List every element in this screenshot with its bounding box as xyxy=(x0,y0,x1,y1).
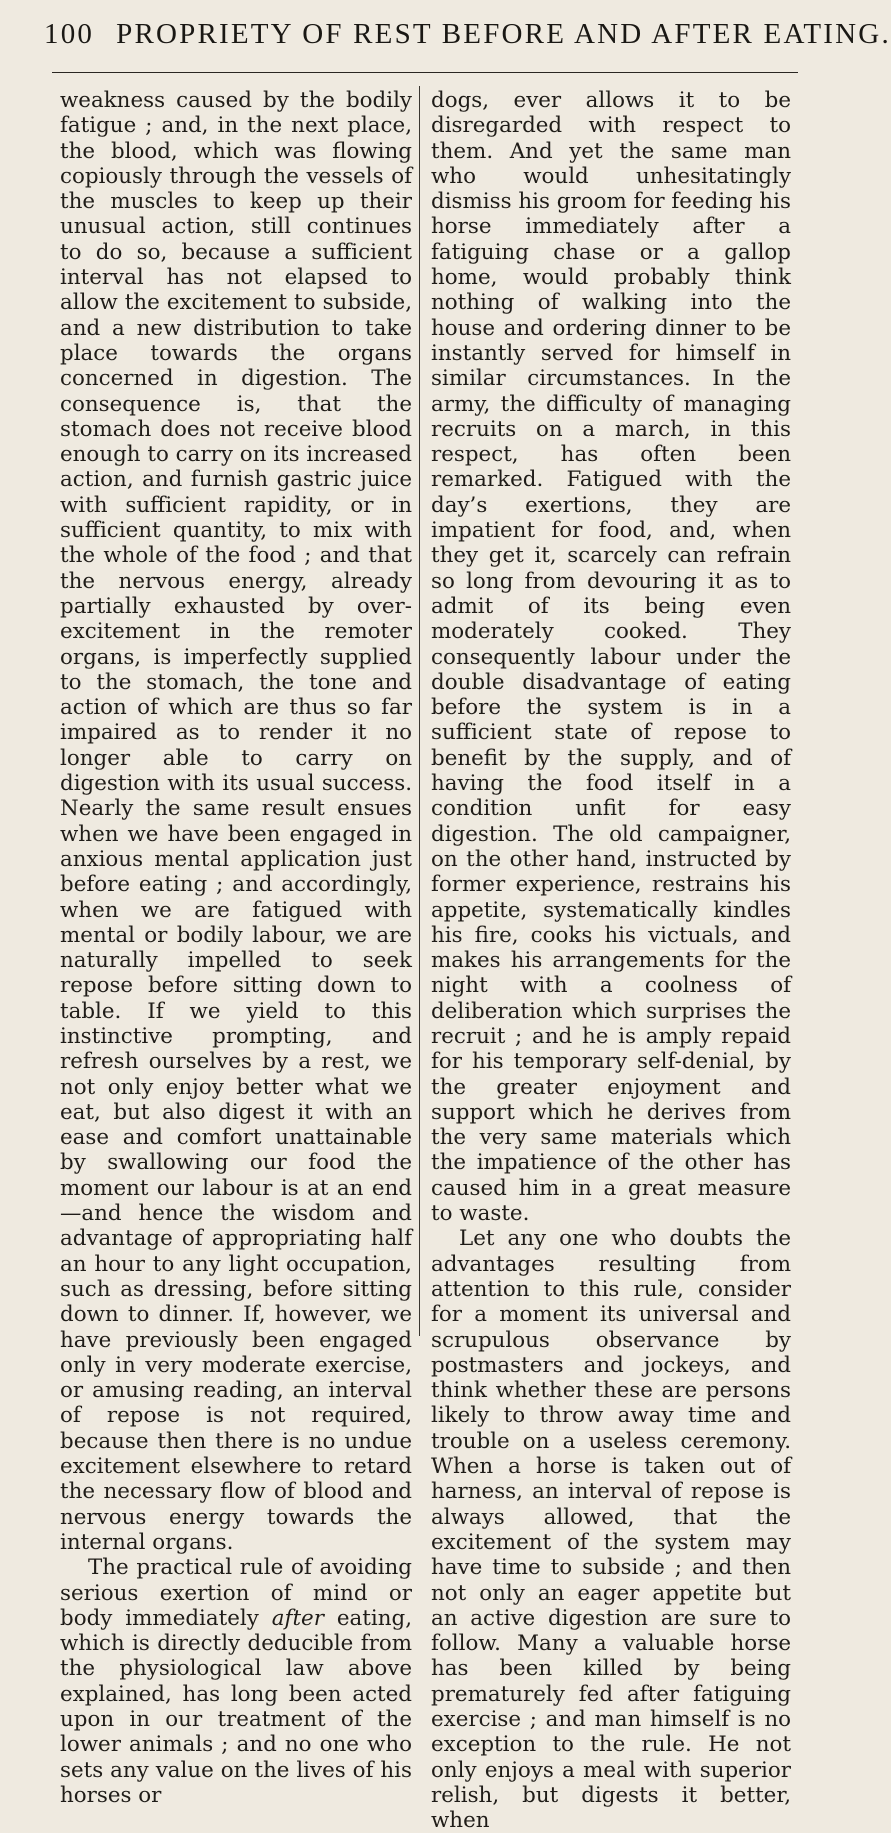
column-divider xyxy=(419,86,420,1336)
left-column xyxy=(60,88,412,1808)
page-number: 100 xyxy=(44,18,95,50)
paragraph: Let any one who doubts the advantages resulting from attention to this rule, consider for a moment its universal and scrupulous observance by postmasters and jockeys, and think whether these are persons likely to throw away time and trouble on a useless ceremony. When a horse is taken out of harness, an interval of repose is always allowed, that the excitement of the system may have time to subside ; and then not only an eager appetite but an active digestion are sure to follow. Many a valuable horse has been killed by being prematurely fed after fatiguing exercise ; and man himself is no exception to the rule. He not only enjoys a meal with superior relish, but digests it better, when xyxy=(431,1226,791,1833)
paragraph: The practical rule of avoiding serious exertion of mind or body immediately after eating, which is directly deducible from the physiological law above explained, has long been acted upon in our treatment of the lower animals ; and no one who sets any value on the lives of his horses or xyxy=(60,1555,413,1808)
emphasis: after xyxy=(271,1605,324,1631)
running-header xyxy=(44,18,891,51)
running-title: PROPRIETY OF REST BEFORE AND AFTER EATING. xyxy=(116,18,891,50)
header-rule xyxy=(52,72,798,73)
right-column xyxy=(431,88,791,1833)
paragraph: dogs, ever allows it to be disregarded with respect to them. And yet the same man who would unhesitatingly dismiss his groom for feeding his horse immediately after a fatiguing chase or a gallop home, would probably think nothing of walking into the house and ordering dinner to be instantly served for himself in similar circumstances. In the army, the difficulty of managing recruits on a march, in this respect, has often been remarked. Fatigued with the day’s exertions, they are impatient for food, and, when they get it, scarcely can refrain so long from devouring it as to admit of its being even moderately cooked. They consequently labour under the double disadvantage of eating before the system is in a sufficient state of repose to benefit by the supply, and of having the food itself in a condition unfit for easy digestion. The old campaigner, on the other hand, instructed by former experience, restrains his appetite, systematically kindles his fire, cooks his victuals, and makes his arrangements for the night with a coolness of deliberation which surprises the recruit ; and he is amply repaid for his temporary self-denial, by the greater enjoyment and support which he derives from the very same materials which the impatience of the other has caused him in a great measure to waste. xyxy=(431,88,791,1227)
paragraph: weakness caused by the bodily fatigue ; and, in the next place, the blood, which was flowing copiously through the vessels of the muscles to keep up their unusual action, still continues to do so, because a sufficient interval has not elapsed to allow the excitement to subside, and a new distribution to take place towards the organs concerned in digestion. The consequence is, that the stomach does not receive blood enough to carry on its increased action, and furnish gastric juice with sufficient rapidity, or in sufficient quantity, to mix with the whole of the food ; and that the nervous energy, already partially exhausted by over-excitement in the remoter organs, is imperfectly supplied to the stomach, the tone and action of which are thus so far impaired as to render it no longer able to carry on digestion with its usual success. Nearly the same result ensues when we have been engaged in anxious mental application just before eating ; and accordingly, when we are fatigued with mental or bodily labour, we are naturally impelled to seek repose before sitting down to table. If we yield to this instinctive prompting, and refresh ourselves by a rest, we not only enjoy better what we eat, but also digest it with an ease and comfort unattainable by swallowing our food the moment our labour is at an end—and hence the wisdom and advantage of appropriating half an hour to any light occupation, such as dressing, before sitting down to dinner. If, however, we have previously been engaged only in very moderate exercise, or amusing reading, an interval of repose is not required, because then there is no undue excitement elsewhere to retard the necessary flow of blood and nervous energy towards the internal organs. xyxy=(60,88,412,1555)
